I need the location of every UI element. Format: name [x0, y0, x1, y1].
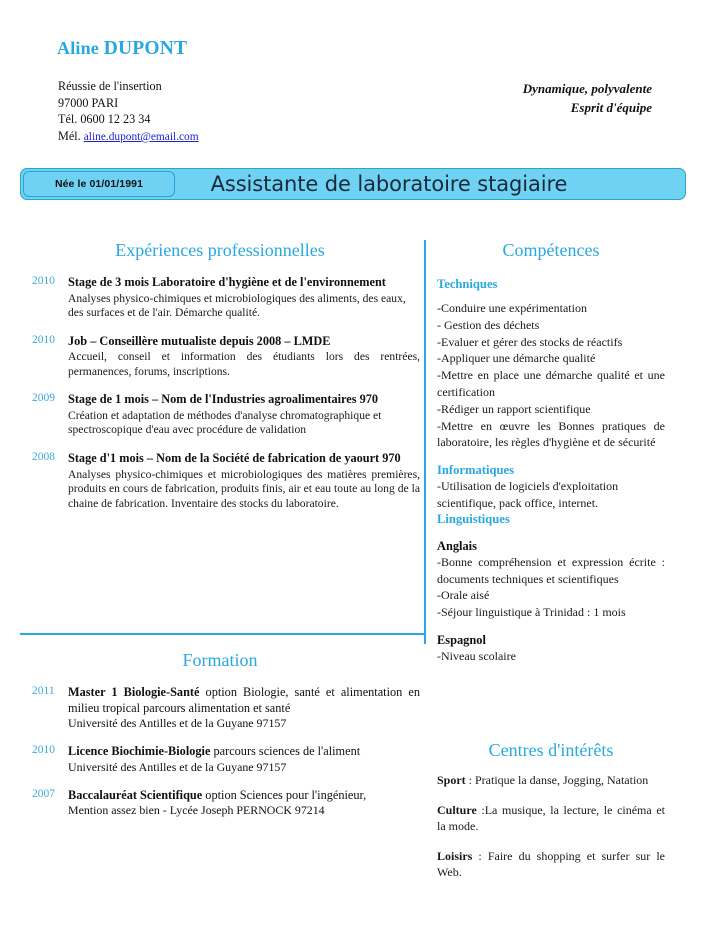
interest-label: Sport — [437, 773, 466, 787]
formation-year: 2007 — [32, 787, 55, 800]
experience-section — [20, 240, 420, 524]
formation-degree: Baccalauréat Scientifique — [68, 787, 203, 802]
experience-year: 2008 — [32, 451, 55, 464]
interests-section — [437, 772, 665, 894]
email-label: Mél. — [58, 128, 84, 143]
experience-title: Stage de 3 mois Laboratoire d'hygiène et de l'environnement — [68, 275, 386, 289]
interest-label: Loisirs — [437, 848, 473, 863]
candidate-last-name: DUPONT — [103, 38, 188, 59]
experience-year: 2010 — [32, 275, 55, 287]
birth-date-box — [23, 171, 175, 197]
language-espagnol-item: -Niveau scolaire — [437, 648, 516, 663]
job-title: Assistante de laboratoire stagiaire — [210, 172, 568, 196]
language-espagnol-label: Espagnol — [437, 632, 486, 647]
competences-informatiques-label: Informatiques — [437, 463, 514, 478]
formation-detail: option Sciences pour l'ingénieur, — [202, 787, 367, 802]
competence-technique-item: -Mettre en place une démarche qualité et une certification — [437, 368, 665, 399]
competence-informatique-item: -Utilisation de logiciels d'exploitation scientifique, pack office, internet. — [437, 479, 619, 510]
experience-year: 2009 — [32, 392, 55, 405]
contact-line-postal: 97000 PARI — [58, 95, 119, 110]
experience-title: Stage d'1 mois – Nom de la Société de fabrication de yaourt 970 — [68, 451, 401, 466]
formation-degree: Licence Biochimie-Biologie — [68, 744, 211, 759]
formation-title — [68, 744, 420, 760]
formation-institution: Université des Antilles et de la Guyane 97157 — [68, 716, 287, 731]
competence-technique-item: -Conduire une expérimentation — [437, 301, 587, 315]
experience-year: 2010 — [32, 333, 55, 346]
competence-technique-item: -Rédiger un rapport scientifique — [437, 401, 591, 416]
cv-header — [0, 30, 710, 155]
competences-heading: Compétences — [502, 240, 600, 260]
experience-entry — [20, 451, 420, 511]
contact-line-address1: Réussie de l'insertion — [58, 79, 162, 93]
formation-institution: Mention assez bien - Lycée Joseph PERNOCK 97214 — [68, 803, 325, 818]
interest-text: : Faire du shopping et surfer sur le Web. — [437, 848, 665, 879]
formation-entry — [20, 788, 420, 819]
formation-entry — [20, 744, 420, 775]
experience-description: Accueil, conseil et information des étudiants lors des rentrées, permanences, forums, inscriptions. — [68, 350, 420, 378]
contact-line-phone: Tél. 0600 12 23 34 — [58, 112, 151, 127]
interest-item — [437, 802, 665, 835]
horizontal-divider — [20, 633, 425, 635]
experience-entry — [20, 392, 420, 438]
experience-description: Analyses physico-chimiques et microbiologiques des aliments, des eaux, des surfaces et de l'air. Démarche qualité. — [68, 291, 406, 320]
formation-title — [68, 788, 420, 804]
experience-heading: Expériences professionnelles — [115, 240, 325, 260]
interest-text: : Pratique la danse, Jogging, Natation — [465, 773, 649, 787]
job-title-banner — [20, 168, 686, 200]
language-anglais-item: -Bonne compréhension et expression écrite : documents techniques et scientifiques — [437, 554, 665, 586]
competences-linguistiques-label: Linguistiques — [437, 511, 510, 526]
experience-description: Analyses physico-chimiques et microbiologiques des matières premières, produits en cours de fabrication, produits finis, air et eau toute au long de la chaine de fabrication. Inventaire des stocks du laboratoire. — [68, 467, 420, 510]
experience-entry — [20, 334, 420, 380]
interest-label: Culture — [437, 802, 477, 817]
candidate-first-name: Aline — [57, 38, 104, 58]
interests-heading: Centres d'intérêts — [488, 740, 614, 760]
language-anglais-item: -Orale aisé — [437, 588, 490, 603]
competences-techniques-label: Techniques — [437, 277, 498, 291]
contact-block — [58, 78, 199, 145]
tagline-line-1: Dynamique, polyvalente — [522, 81, 652, 96]
competence-technique-item: -Appliquer une démarche qualité — [437, 351, 596, 366]
competence-technique-item: - Gestion des déchets — [437, 317, 540, 332]
formation-section — [20, 650, 420, 831]
formation-title — [68, 685, 420, 716]
formation-institution: Université des Antilles et de la Guyane 97157 — [68, 759, 287, 774]
formation-degree: Master 1 Biologie-Santé — [68, 685, 200, 699]
experience-title: Stage de 1 mois – Nom de l'Industries agroalimentaires 970 — [68, 392, 379, 407]
contact-line-email — [58, 128, 199, 146]
formation-detail: parcours sciences de l'aliment — [210, 744, 361, 759]
email-link[interactable]: aline.dupont@email.com — [83, 130, 199, 143]
interest-item — [437, 772, 665, 789]
vertical-divider — [424, 240, 426, 644]
competence-technique-item: -Evaluer et gérer des stocks de réactifs — [437, 334, 623, 349]
spacer — [437, 451, 665, 463]
language-anglais-label: Anglais — [437, 538, 477, 553]
competence-technique-item: -Mettre en œuvre les Bonnes pratiques de laboratoire, les règles d'hygiène et de sécurité — [437, 418, 665, 450]
experience-description: Création et adaptation de méthodes d'analyse chromatographique et spectroscopique d'eau avec procédure de validation — [68, 408, 382, 437]
formation-entry — [20, 685, 420, 731]
competences-section — [437, 240, 665, 665]
birth-date-text: Née le 01/01/1991 — [54, 177, 144, 190]
formation-heading: Formation — [182, 650, 258, 670]
experience-title: Job – Conseillère mutualiste depuis 2008 – LMDE — [68, 333, 331, 348]
tagline-block — [523, 79, 652, 117]
interest-item — [437, 848, 665, 881]
language-anglais-item: -Séjour linguistique à Trinidad : 1 mois — [437, 605, 626, 620]
tagline-line-2: Esprit d'équipe — [570, 100, 652, 115]
formation-year: 2011 — [32, 685, 55, 697]
formation-detail: option Biologie, santé et alimentation en milieu tropical parcours alimentation et santé — [68, 685, 420, 715]
interest-text: :La musique, la lecture, le cinéma et la mode. — [437, 802, 665, 833]
candidate-name — [57, 38, 187, 60]
formation-year: 2010 — [32, 744, 55, 757]
experience-entry — [20, 275, 420, 321]
